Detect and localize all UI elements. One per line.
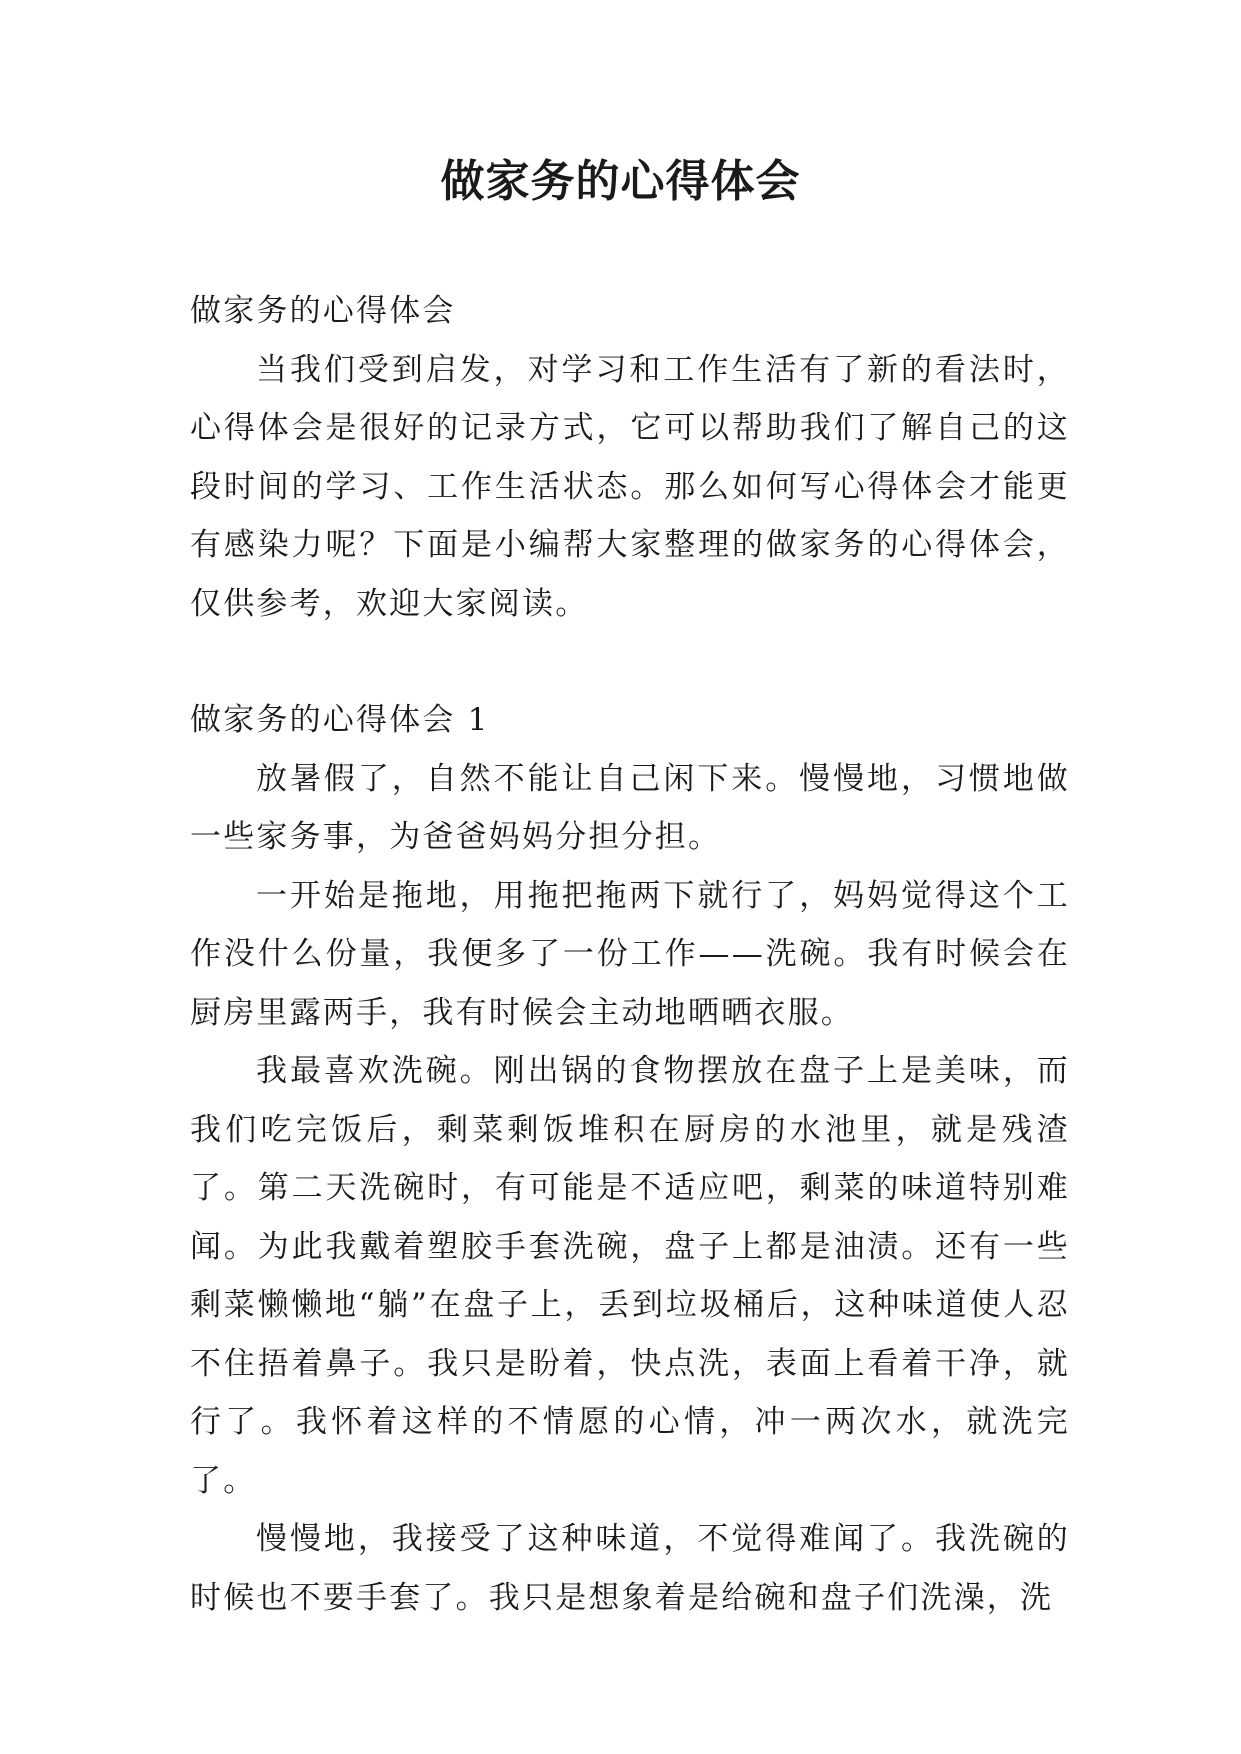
document-title: 做家务的心得体会 bbox=[440, 156, 801, 207]
document-body bbox=[190, 282, 1070, 1627]
section-spacer bbox=[190, 633, 1070, 691]
body-paragraph: 慢慢地，我接受了这种味道，不觉得难闻了。我洗碗的时候也不要手套了。我只是想象着是给碗和盘子们洗澡，洗 bbox=[190, 1521, 1070, 1616]
body-paragraph: 放暑假了，自然不能让自己闲下来。慢慢地，习惯地做一些家务事，为爸爸妈妈分担分担。 bbox=[190, 760, 1070, 855]
body-paragraph: 一开始是拖地，用拖把拖两下就行了，妈妈觉得这个工作没什么份量，我便多了一份工作——洗碗。我有时候会在厨房里露两手，我有时候会主动地晒晒衣服。 bbox=[190, 877, 1070, 1031]
section-heading: 做家务的心得体会 1 bbox=[190, 702, 490, 738]
intro-heading: 做家务的心得体会 bbox=[190, 293, 456, 329]
intro-paragraph: 当我们受到启发，对学习和工作生活有了新的看法时，心得体会是很好的记录方式，它可以帮助我们了解自己的这段时间的学习、工作生活状态。那么如何写心得体会才能更有感染力呢？下面是小编帮大家整理的做家务的心得体会，仅供参考，欢迎大家阅读。 bbox=[190, 351, 1070, 622]
body-paragraph: 我最喜欢洗碗。刚出锅的食物摆放在盘子上是美味，而我们吃完饭后，剩菜剩饭堆积在厨房的水池里，就是残渣了。第二天洗碗时，有可能是不适应吧，剩菜的味道特别难闻。为此我戴着塑胶手套洗碗，盘子上都是油渍。还有一些剩菜懒懒地“躺”在盘子上，丢到垃圾桶后，这种味道使人忍不住捂着鼻子。我只是盼着，快点洗，表面上看着干净，就行了。我怀着这样的不情愿的心情，冲一两次水，就洗完了。 bbox=[190, 1053, 1070, 1499]
